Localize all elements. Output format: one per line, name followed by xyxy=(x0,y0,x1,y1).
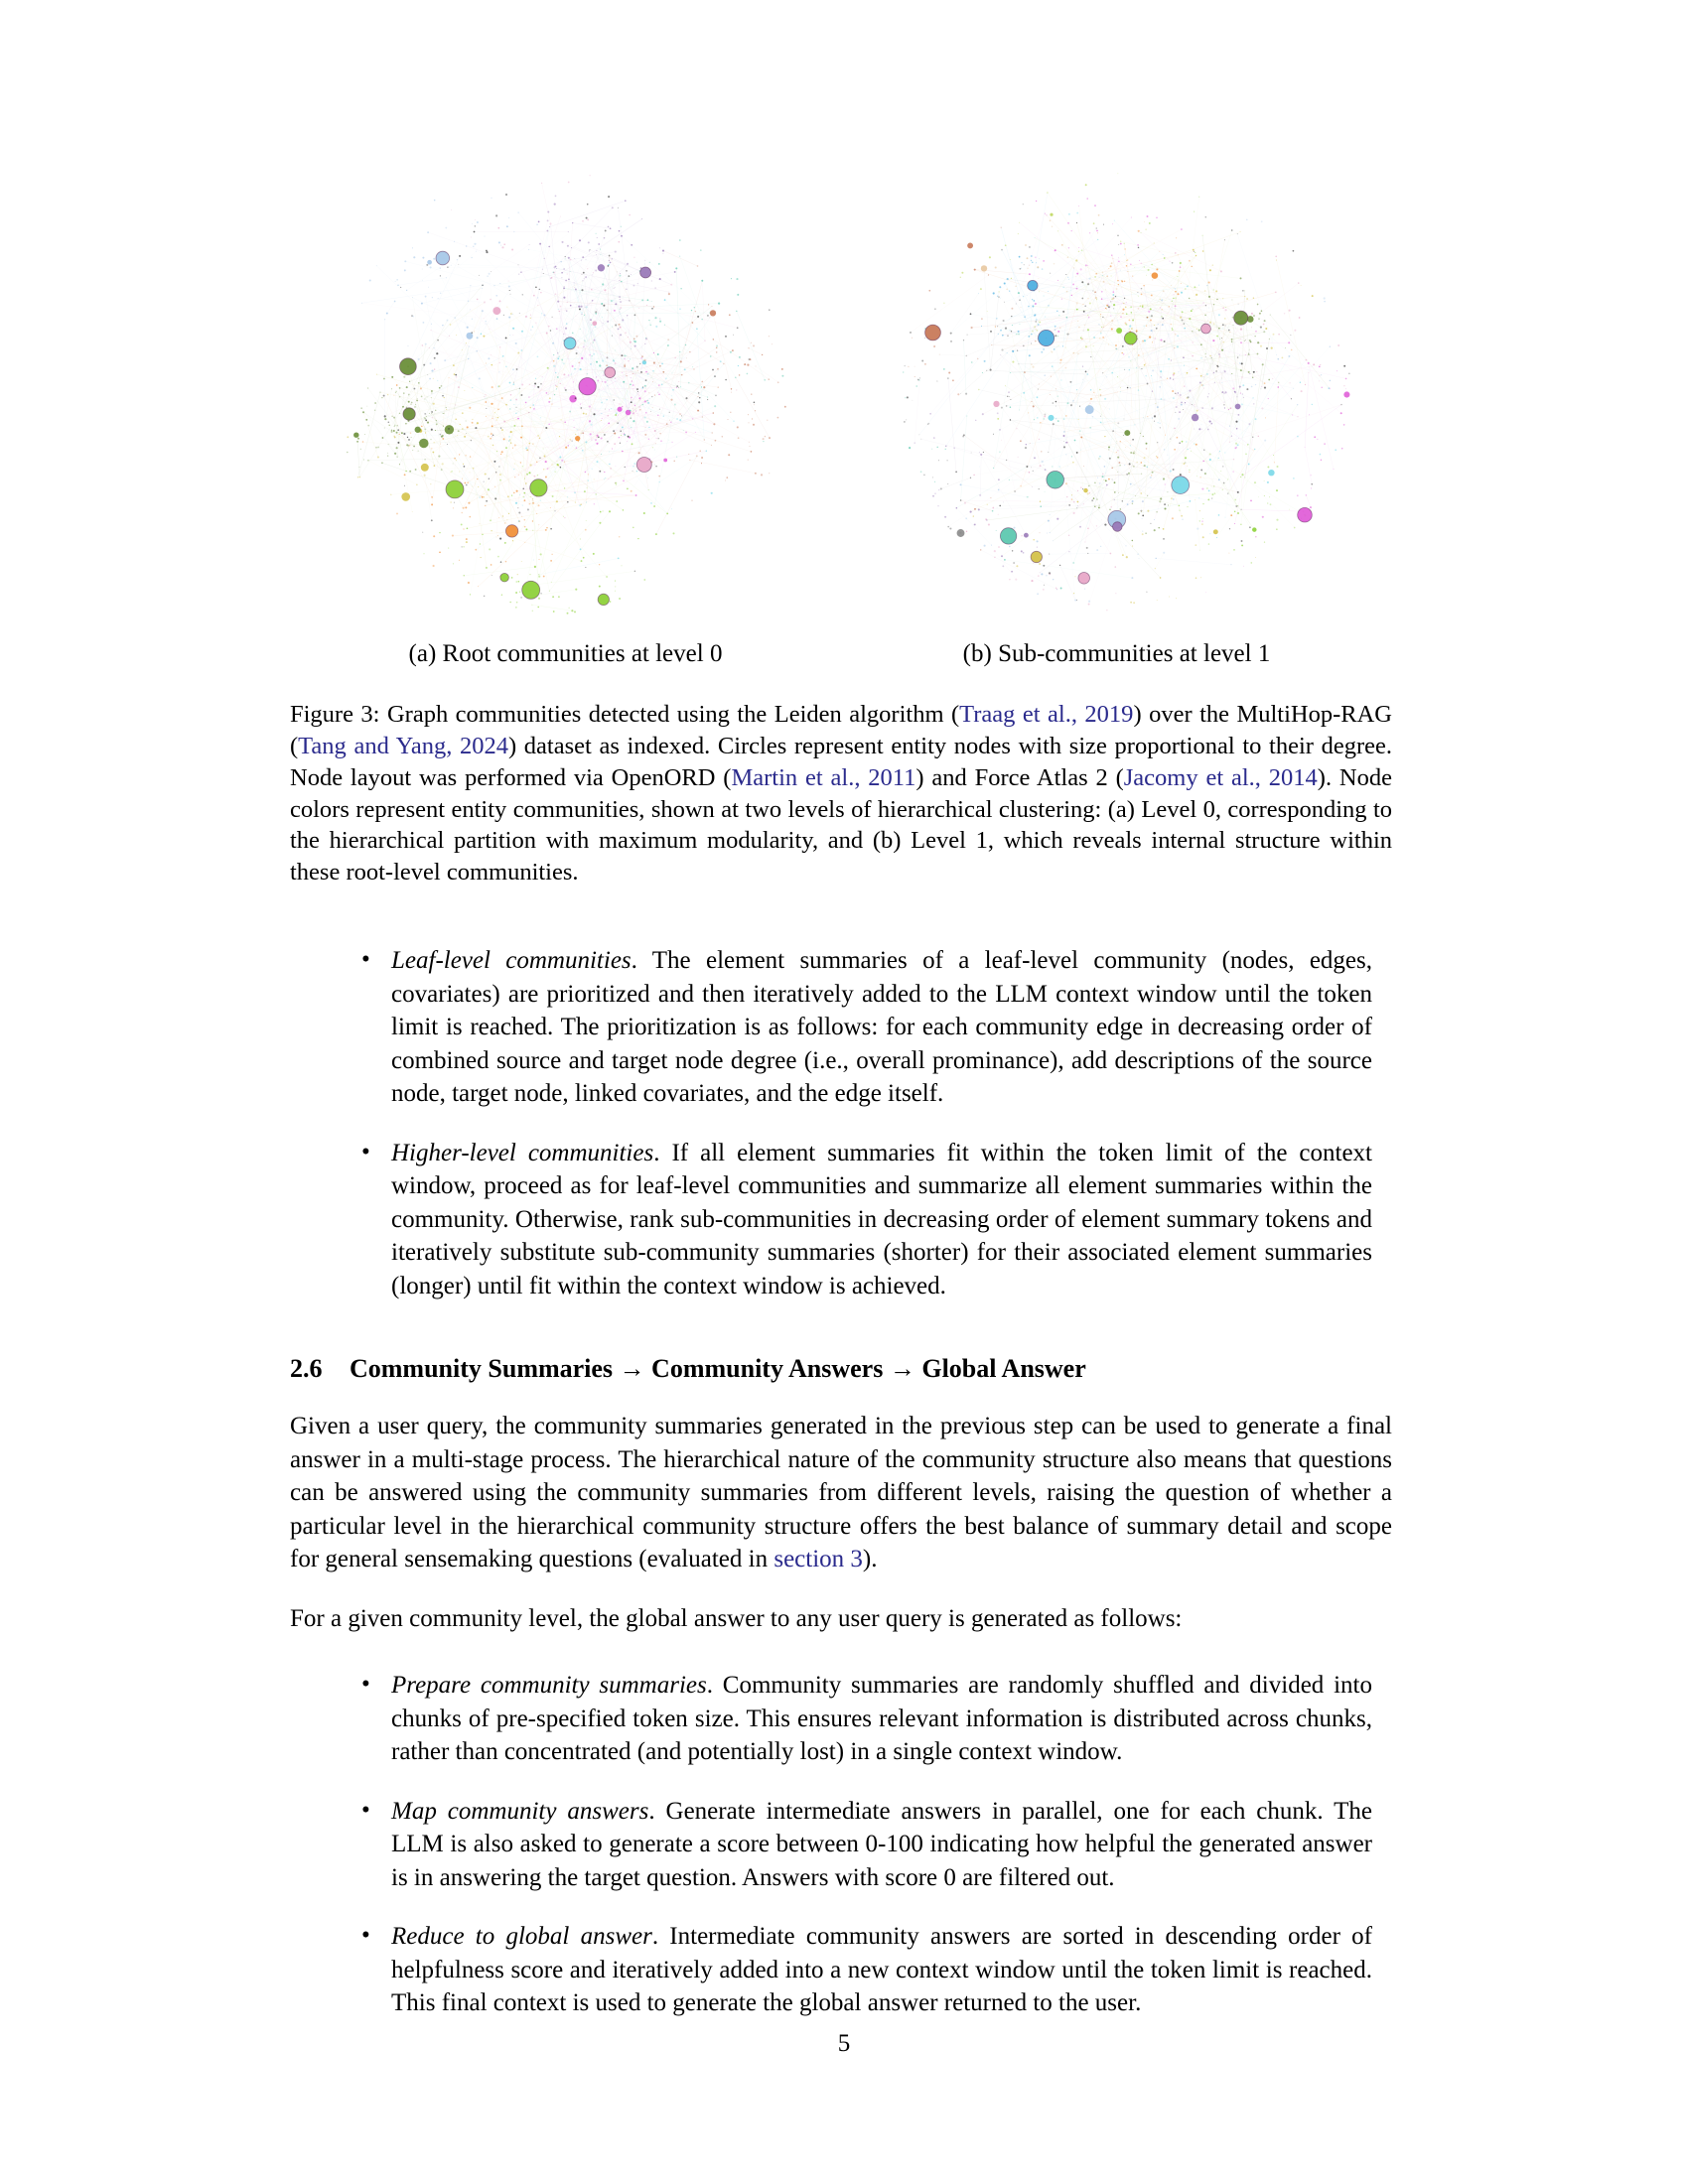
figure-subcaptions xyxy=(290,639,1392,669)
bullet-dot-icon: • xyxy=(361,1138,370,1165)
citation-link[interactable]: Martin et al., 2011 xyxy=(731,763,916,791)
bullet-list-global-answer-steps xyxy=(290,1669,1392,2020)
list-item-body: . Community summaries are randomly shuffled and divided into chunks of pre-specified token size. This ensures relevant information is distributed across chunks, rather than concentrated (and potentially lost) in a single context window. xyxy=(391,1672,1372,1766)
citation-link[interactable]: Jacomy et al., 2014 xyxy=(1123,763,1318,791)
network-graph-level-1 xyxy=(856,149,1392,625)
list-item-lead: Prepare community summaries xyxy=(391,1672,707,1700)
section-number: 2.6 xyxy=(290,1354,323,1384)
list-item-lead: Higher-level communities xyxy=(391,1139,654,1166)
bullet-list-community-summarization xyxy=(290,944,1392,1302)
page-number: 5 xyxy=(837,2030,851,2057)
paragraph-given-user-query xyxy=(290,1410,1392,1576)
citation-link[interactable]: Traag et al., 2019 xyxy=(959,701,1134,728)
section-heading-2-6 xyxy=(290,1354,1392,1384)
citation-link[interactable]: section 3 xyxy=(774,1546,863,1573)
paragraph-for-given-level xyxy=(290,1602,1392,1636)
bullet-dot-icon: • xyxy=(361,1671,370,1699)
text-run: Given a user query, the community summaries generated in the previous step can be used to generate a final answer in a multi-stage process. The hierarchical nature of the community structure also means that questions can be answered using the community summaries from different levels, raising the question of whether a particular level in the hierarchical community structure offers the best balance of summary detail and scope for general sensemaking questions (evaluated in xyxy=(290,1413,1392,1573)
citation-link[interactable]: Tang and Yang, 2024 xyxy=(298,732,508,759)
text-run: ) over the MultiHop-RAG ( xyxy=(290,701,1393,759)
figure-caption-text xyxy=(290,701,1392,886)
bullet-dot-icon: • xyxy=(361,1796,370,1824)
list-item-body: . Generate intermediate answers in parallel, one for each chunk. The LLM is also asked to generate a score between 0-100 indicating how helpful the generated answer is in answering the target question. Answers with score 0 are filtered out. xyxy=(391,1797,1373,1891)
list-item-lead: Leaf-level communities xyxy=(391,947,632,975)
figure-3-caption xyxy=(290,699,1392,888)
list-item xyxy=(361,1795,1372,1895)
list-item xyxy=(361,944,1372,1111)
subcaption-b: (b) Sub-communities at level 1 xyxy=(962,640,1271,667)
network-graph-level-0 xyxy=(290,149,826,625)
text-run: ) and Force Atlas 2 ( xyxy=(915,763,1124,791)
subcaption-a: (a) Root communities at level 0 xyxy=(408,640,723,667)
section-title: Community Summaries → Community Answers → Global Answer xyxy=(350,1354,1086,1384)
list-item xyxy=(361,1920,1372,2020)
list-item-body: . The element summaries of a leaf-level community (nodes, edges, covariates) are prioritized and then iteratively added to the LLM context window until the token limit is reached. The prioritization is as follows: for each community edge in decreasing order of combined source and target node degree (i.e., overall prominance), add descriptions of the source node, target node, linked covariates, and the edge itself. xyxy=(391,947,1372,1108)
graph-panel-a xyxy=(290,149,826,625)
bullet-dot-icon: • xyxy=(361,1922,370,1950)
page-content xyxy=(290,149,1392,2020)
list-item-lead: Reduce to global answer xyxy=(391,1923,652,1951)
graph-panel-b xyxy=(856,149,1392,625)
text-run: ). Node colors represent entity communities, shown at two levels of hierarchical clustering: (a) Level 0, corresponding to the hierarchical partition with maximum modularity, and (b) Level 1, which reveals internal structure within these root-level communities. xyxy=(290,763,1392,887)
list-item xyxy=(361,1137,1372,1303)
figure-3-panels xyxy=(290,149,1392,625)
bullet-dot-icon: • xyxy=(361,946,370,974)
list-item-body: . Intermediate community answers are sorted in descending order of helpfulness score and iteratively added into a new context window until the token limit is reached. This final context is used to generate the global answer returned to the user. xyxy=(391,1923,1372,2017)
text-run: Graph communities detected using the Leiden algorithm ( xyxy=(379,701,960,728)
list-item-body: . If all element summaries fit within the token limit of the context window, proceed as for leaf-level communities and summarize all element summaries within the community. Otherwise, rank sub-communities in decreasing order of element summary tokens and iteratively substitute sub-community summaries (shorter) for their associated element summaries (longer) until fit within the context window is achieved. xyxy=(391,1139,1373,1299)
figure-label: Figure 3: xyxy=(290,701,380,728)
list-item xyxy=(361,1669,1372,1769)
text-run: ). xyxy=(862,1546,878,1573)
text-run: ) dataset as indexed. Circles represent entity nodes with size proportional to their degree. Node layout was performed via OpenORD ( xyxy=(290,732,1392,791)
list-item-lead: Map community answers xyxy=(391,1797,649,1825)
text-run: For a given community level, the global answer to any user query is generated as follows: xyxy=(290,1604,1183,1632)
